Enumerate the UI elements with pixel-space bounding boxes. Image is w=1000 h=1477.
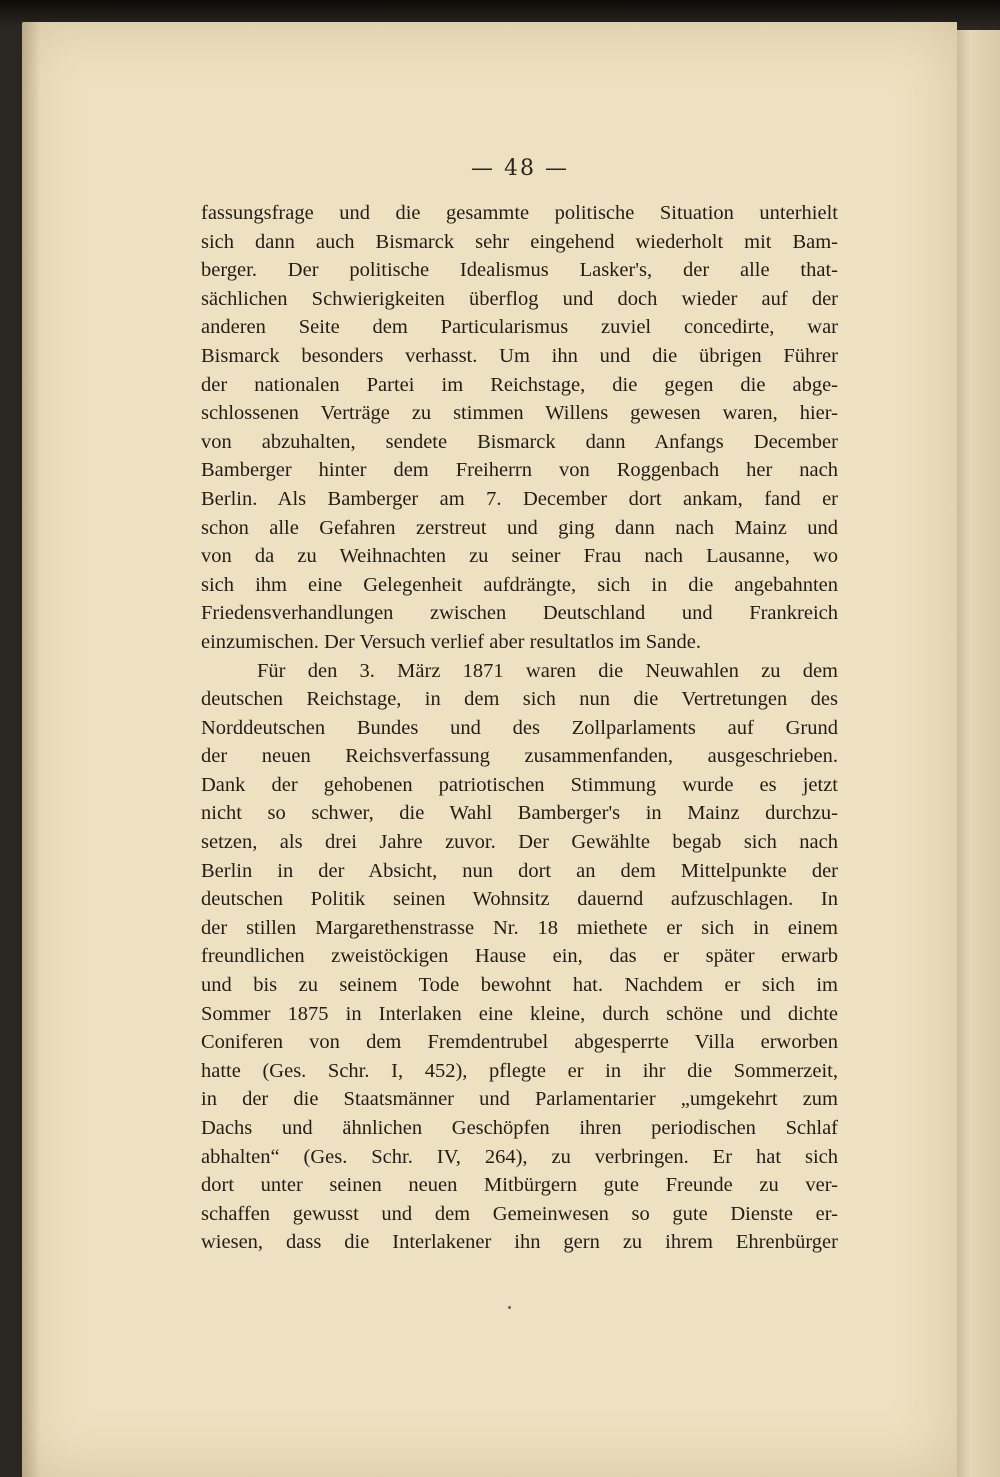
text-line: Berlin in der Absicht, nun dort an dem Mittelpunkte der: [201, 859, 838, 882]
text-line: freundlichen zweistöckigen Hause ein, das er später erwarb: [201, 945, 838, 968]
text-line: Dachs und ähnlichen Geschöpfen ihren periodischen Schlaf: [201, 1117, 838, 1139]
text-line: sächlichen Schwierigkeiten überflog und doch wieder auf der: [201, 287, 838, 310]
paragraph-start-line: Für den 3. März 1871 waren die Neuwahlen zu dem: [257, 659, 838, 682]
text-line: anderen Seite dem Particularismus zuviel concedirte, war: [201, 316, 838, 339]
paragraph-end-line: einzumischen. Der Versuch verlief aber resultatlos im Sande.: [201, 630, 701, 653]
text-line: der nationalen Partei im Reichstage, die gegen die abge-: [201, 373, 838, 396]
text-line: schlossenen Verträge zu stimmen Willens gewesen waren, hier-: [201, 402, 838, 425]
adjacent-page-edge: [955, 30, 1000, 1477]
text-line: von abzuhalten, sendete Bismarck dann Anfangs December: [201, 430, 838, 453]
text-line: deutschen Reichstage, in dem sich nun die Vertretungen des: [201, 688, 838, 711]
text-line: setzen, als drei Jahre zuvor. Der Gewählte begab sich nach: [201, 831, 838, 854]
text-line: nicht so schwer, die Wahl Bamberger's in Mainz durchzu-: [201, 802, 838, 825]
text-line: wiesen, dass die Interlakener ihn gern zu ihrem Ehrenbürger: [201, 1231, 838, 1254]
text-line: Coniferen von dem Fremdentrubel abgesperrte Villa erworben: [201, 1031, 838, 1054]
text-line: der stillen Margarethenstrasse Nr. 18 miethete er sich in einem: [201, 916, 838, 939]
text-line: und bis zu seinem Tode bewohnt hat. Nachdem er sich im: [201, 974, 838, 997]
text-line: sich dann auch Bismarck sehr eingehend wiederholt mit Bam-: [201, 230, 838, 253]
page-number: — 48 —: [471, 156, 569, 181]
text-line: fassungsfrage und die gesammte politische Situation unterhielt: [201, 202, 838, 224]
text-line: Norddeutschen Bundes und des Zollparlaments auf Grund: [201, 716, 838, 739]
text-line: Dank der gehobenen patriotischen Stimmung wurde es jetzt: [201, 773, 838, 796]
text-line: in der die Staatsmänner und Parlamentarier „umgekehrt zum: [201, 1088, 838, 1111]
text-line: von da zu Weihnachten zu seiner Frau nach Lausanne, wo: [201, 545, 838, 568]
text-line: sich ihm eine Gelegenheit aufdrängte, sich in die angebahnten: [201, 573, 838, 596]
text-line: der neuen Reichsverfassung zusammenfanden, ausgeschrieben.: [201, 745, 838, 768]
text-line: Bismarck besonders verhasst. Um ihn und die übrigen Führer: [201, 344, 838, 367]
text-line: deutschen Politik seinen Wohnsitz dauernd aufzuschlagen. In: [201, 888, 838, 911]
text-line: dort unter seinen neuen Mitbürgern gute Freunde zu ver-: [201, 1174, 838, 1197]
text-line: hatte (Ges. Schr. I, 452), pflegte er in ihr die Sommerzeit,: [201, 1059, 838, 1082]
text-line: schaffen gewusst und dem Gemeinwesen so gute Dienste er-: [201, 1202, 838, 1225]
body-text: [201, 199, 838, 1257]
text-line: Berlin. Als Bamberger am 7. December dort ankam, fand er: [201, 487, 838, 510]
ink-speck: [508, 1306, 511, 1309]
text-line: berger. Der politische Idealismus Lasker's, der alle that-: [201, 259, 838, 282]
text-line: schon alle Gefahren zerstreut und ging dann nach Mainz und: [201, 516, 838, 539]
text-line: Friedensverhandlungen zwischen Deutschland und Frankreich: [201, 602, 838, 625]
text-line: abhalten“ (Ges. Schr. IV, 264), zu verbringen. Er hat sich: [201, 1145, 838, 1168]
text-line: Bamberger hinter dem Freiherrn von Roggenbach her nach: [201, 459, 838, 482]
text-line: Sommer 1875 in Interlaken eine kleine, durch schöne und dichte: [201, 1002, 838, 1025]
